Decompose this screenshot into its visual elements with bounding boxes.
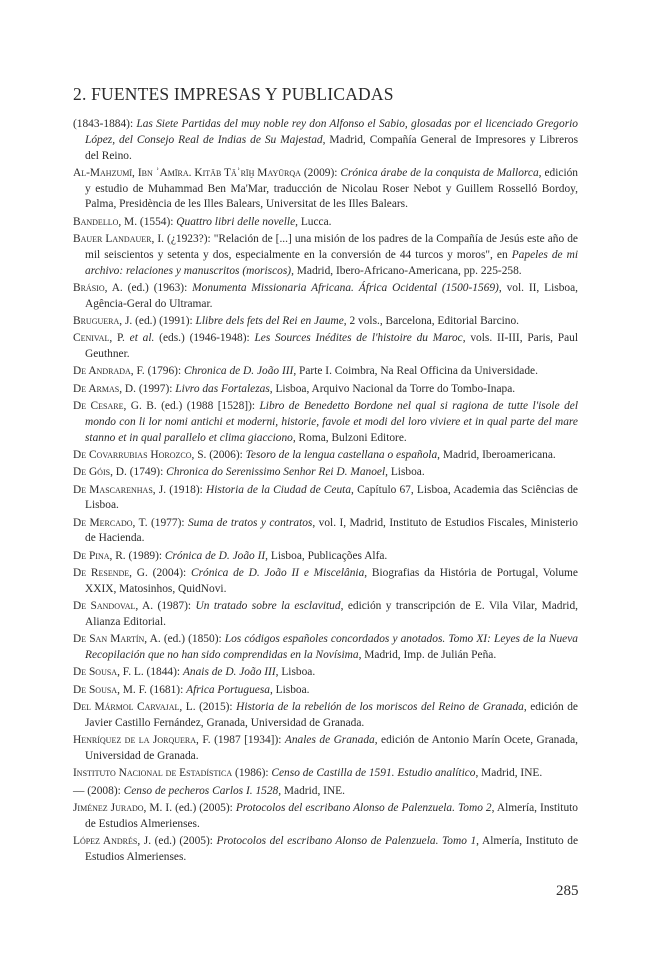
- bibliography-entry: [73, 399, 578, 446]
- entry-author: De San Martín, A.: [73, 633, 161, 646]
- bibliography-entry: [73, 700, 578, 732]
- entry-title: Tesoro de la lengua castellana o española: [245, 448, 438, 461]
- bibliography-entry: [73, 549, 578, 565]
- entry-title: Chronica de D. João III: [183, 365, 294, 378]
- entry-text: , Almería, Instituto de Estudios Almerienses.: [85, 835, 578, 863]
- entry-text: (1986):: [232, 767, 272, 780]
- bibliography-entry: [73, 766, 578, 782]
- entry-text: (ed.) (1963):: [122, 281, 193, 294]
- entry-author: De Sousa, M. F.: [73, 683, 147, 696]
- entry-title: Anais de D. João III: [182, 666, 276, 679]
- entry-author: De Armas, D.: [73, 382, 137, 395]
- bibliography-entry: [73, 382, 578, 398]
- entry-title: Libro de Benedetto Bordone nel qual si ragiona de tutte l'isole del mondo con li lor nomi antichi et moderni, historie, favole et modi del loro viviere et in qual parte del mare stanno et in qual parallelo et clima giacciono: [85, 400, 578, 444]
- bibliography-entry: [73, 516, 578, 548]
- bibliography-entry: [73, 117, 578, 164]
- entry-author: Bauer Landauer, I.: [73, 233, 164, 246]
- entry-text: (1977):: [147, 516, 188, 529]
- entry-text: (ed.) (2005):: [172, 802, 236, 814]
- page-number: 285: [556, 883, 579, 899]
- entry-author: Henríquez de la Jorquera, F.: [73, 734, 211, 747]
- entry-text: (1796):: [144, 365, 184, 378]
- entry-text: , edición y transcripción de E. Vila Vilar, Madrid, Alianza Editorial.: [85, 600, 578, 628]
- entry-author: Del Mármol Carvajal, L.: [73, 701, 196, 714]
- entry-text: (1989):: [125, 549, 165, 562]
- bibliography-entry: [73, 483, 578, 515]
- entry-author: De Mascarenhas, J.: [73, 483, 167, 496]
- entry-title: Africa Portuguesa: [186, 683, 270, 696]
- entry-text: , 2 vols., Barcelona, Editorial Barcino.: [343, 314, 520, 327]
- bibliography-entry: [73, 566, 578, 598]
- entry-title: Protocolos del escribano Alonso de Palenzuela. Tomo 1: [216, 835, 477, 848]
- entry-text: , Lisboa, Publicações Alfa.: [265, 549, 388, 562]
- entry-title: Quattro libri delle novelle: [176, 215, 296, 228]
- entry-title: Un tratado sobre la esclavitud: [195, 600, 341, 613]
- bibliography-entry: [73, 683, 578, 699]
- entry-author: De Sousa, F. L.: [73, 666, 144, 679]
- entry-title: Las Siete Partidas del muy noble rey don Alfonso el Sabio, glosadas por el licenciado Gregorio López, del Consejo Real de Indias de Su Majestad: [85, 118, 578, 146]
- entry-text: , Lucca.: [295, 215, 332, 228]
- entry-title: Papeles de mi archivo: relaciones y manuscritos (moriscos): [85, 248, 578, 277]
- entry-text: , Lisboa, Arquivo Nacional da Torre do Tombo-Inapa.: [269, 382, 516, 395]
- entry-text: (1844):: [143, 666, 183, 679]
- entry-author: Al-Mahzumī, Ibn ʾAmīra. Kitāb Tāʾrīḫ Mayūrqa: [73, 166, 301, 179]
- bibliography-entry: [73, 784, 578, 800]
- bibliography-entry: [73, 166, 578, 213]
- bibliography-entry: [73, 801, 578, 833]
- entry-title: Llibre dels fets del Rei en Jaume: [195, 314, 344, 327]
- entry-title: et al.: [129, 332, 155, 345]
- entry-author: De Mercado, T.: [73, 516, 148, 529]
- entry-author: De Sandoval, A.: [73, 600, 154, 613]
- entry-text: , Lisboa.: [275, 666, 316, 679]
- entry-text: (1987 [1934]):: [210, 734, 285, 747]
- entry-author: Brásio, A.: [73, 281, 123, 294]
- entry-text: (2006):: [206, 448, 246, 461]
- entry-text: (¿1923?): "Relación de [...] una misión de los padres de la Compañía de Jesús este año de mil seiscientos y setenta y dos, especialmente en la conversión de 44 turcos y moros", en: [85, 233, 578, 261]
- entry-author: Jiménez Jurado, M. I.: [73, 802, 173, 814]
- entry-author: Instituto Nacional de Estadística: [73, 767, 233, 780]
- bibliography-entry: [73, 599, 578, 631]
- entry-text: , Madrid, INE.: [475, 767, 543, 780]
- entry-text: , Madrid, Ibero-Africano-Americana, pp. 225-258.: [291, 264, 522, 277]
- entry-author: López Andrés, J.: [73, 835, 152, 848]
- entry-title: Monumenta Missionaria Africana. África Ocidental (1500-1569): [192, 281, 499, 294]
- entry-text: (2015):: [195, 701, 237, 714]
- entry-author: De Resende, G.: [73, 567, 148, 580]
- entry-author: De Andrada, F.: [73, 365, 145, 378]
- entry-text: — (2008):: [73, 784, 124, 797]
- entry-title: Censo de Castilla de 1591. Estudio analítico: [271, 767, 476, 780]
- entry-text: , Parte I. Coimbra, Na Real Officina da Universidade.: [293, 365, 538, 378]
- entry-title: Crónica de D. João II: [164, 549, 266, 562]
- entry-title: Livro das Fortalezas: [175, 382, 270, 395]
- entry-text: (ed.) (2005):: [151, 835, 217, 848]
- entry-title: Chronica do Serenissimo Senhor Rei D. Manoel: [166, 466, 386, 479]
- entry-text: , vols. II-III, Paris, Paul Geuthner.: [85, 332, 578, 361]
- entry-text: , Roma, Bulzoni Editore.: [292, 431, 407, 444]
- entry-text: (2004):: [147, 567, 191, 580]
- entry-text: , edición y estudio de Muhammad Ben Ma'Mar, traducción de Nicolau Roser Nebot y Guillem Rosselló Bordoy, Palma, Presidència de les Illes Balears, Universitat de les Illes Balears.: [85, 166, 579, 211]
- bibliography-entry: [73, 733, 578, 765]
- entry-text: (ed.) (1850):: [160, 633, 225, 646]
- entry-text: , Lisboa.: [385, 466, 425, 479]
- entry-text: , edición de Antonio Marín Ocete, Granada, Universidad de Granada.: [85, 734, 578, 762]
- bibliography-entry: [73, 665, 578, 681]
- bibliography-entry: [73, 364, 578, 380]
- entry-author: Bandello, M.: [73, 215, 138, 228]
- bibliography-entry: [73, 232, 578, 279]
- entry-text: (1681):: [146, 683, 187, 696]
- bibliography-entry: [73, 834, 578, 866]
- entry-text: (ed.) (1991):: [132, 314, 196, 327]
- entry-text: , Madrid, INE.: [278, 784, 345, 797]
- bibliography-entry: [73, 215, 578, 231]
- entry-text: , Biografias da História de Portugal, Volume XXIX, Matosinhos, QuidNovi.: [85, 567, 578, 595]
- entry-text: , Capítulo 67, Lisboa, Academia das Sciências de Lisboa.: [85, 483, 578, 512]
- entry-author: De Pina, R.: [73, 549, 126, 562]
- entry-author: De Góis, D.: [73, 466, 127, 479]
- entry-title: Les Sources Inédites de l'histoire du Maroc: [254, 332, 463, 345]
- entry-text: (ed.) (1988 [1528]):: [156, 400, 260, 413]
- entry-author: Cenival, P.: [73, 332, 125, 345]
- entry-title: Crónica de D. João II e Miscelânia: [190, 567, 365, 580]
- entry-text: (1843-1884):: [73, 118, 137, 130]
- entry-title: Censo de pecheros Carlos I. 1528: [123, 784, 279, 797]
- entry-title: Protocolos del escribano Alonso de Palenzuela. Tomo 2: [235, 802, 492, 814]
- entry-author: De Covarrubias Horozco, S.: [73, 448, 207, 461]
- entry-text: (1987):: [153, 600, 196, 613]
- bibliography-list: [73, 117, 578, 867]
- entry-text: , edición de Javier Castillo Fernández, Granada, Universidad de Granada.: [85, 701, 578, 729]
- entry-text: (1749):: [126, 466, 167, 479]
- entry-text: (1554):: [137, 215, 177, 228]
- bibliography-entry: [73, 448, 578, 464]
- entry-text: , Almería, Instituto de Estudios Almerienses.: [85, 802, 578, 830]
- entry-title: Crónica árabe de la conquista de Mallorca: [340, 166, 539, 179]
- bibliography-entry: [73, 281, 578, 313]
- bibliography-entry: [73, 465, 578, 481]
- bibliography-entry: [73, 632, 578, 664]
- entry-title: Suma de tratos y contratos: [187, 516, 313, 529]
- entry-text: (eds.) (1946-1948):: [154, 332, 255, 345]
- entry-text: (1997):: [136, 382, 176, 395]
- entry-text: (1918):: [166, 483, 206, 496]
- entry-text: , Madrid, Imp. de Julián Peña.: [358, 649, 497, 662]
- entry-title: Historia de la Ciudad de Ceuta: [206, 483, 352, 496]
- section-title: 2. FUENTES IMPRESAS Y PUBLICADAS: [73, 84, 394, 104]
- entry-text: , Madrid, Compañía General de Impresores y Libreros del Reino.: [85, 133, 579, 162]
- entry-text: , Madrid, Iberoamericana.: [437, 448, 556, 461]
- entry-text: , vol. II, Lisboa, Agência-Geral do Ultramar.: [85, 281, 579, 310]
- entry-author: De Cesare, G. B.: [73, 400, 157, 413]
- entry-title: Los códigos españoles concordados y anotados. Tomo XI: Leyes de la Nueva Recopilación que no han sido comprendidas en la Novísima: [85, 633, 578, 662]
- bibliography-entry: [73, 331, 578, 363]
- entry-text: (2009):: [300, 166, 341, 179]
- entry-title: Historia de la rebelión de los moriscos del Reino de Granada: [236, 701, 524, 714]
- entry-author: Bruguera, J.: [73, 314, 133, 327]
- entry-text: , vol. I, Madrid, Instituto de Estudios Fiscales, Ministerio de Hacienda.: [85, 516, 578, 545]
- entry-title: Anales de Granada: [284, 734, 375, 747]
- bibliography-entry: [73, 314, 578, 330]
- entry-text: , Lisboa.: [269, 683, 310, 696]
